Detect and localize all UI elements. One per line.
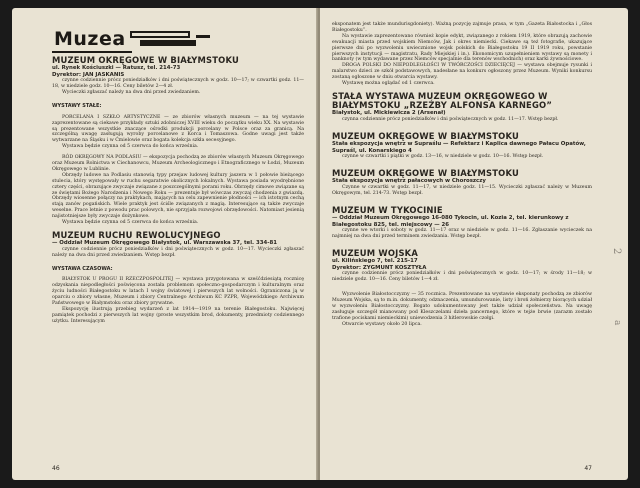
opening-hours: czynne codziennie prócz poniedziałków i dni poświątecznych w godz. 10—17; w środy 11—18; w niedziele godz. 10—16. Ceny biletów 1—4 zł. [332,271,592,283]
museum-address: — Oddział Muzeum Okręgowego Białystok, ul. Warszawska 37, tel. 334-81 [52,240,277,247]
opening-hours: czynne codziennie prócz poniedziałków i dni poświątecznych w godz. 10—17. Wycieczki zgłaszać należy na dwa dni przed zwiedzaniem. Wstęp bezpł. [52,246,304,258]
exhibition-text: RÓD OKRĘGOWY NA PODLASIU — ekspozycja pochodzą ze zbiorów własnych Muzeum Okręgowego oraz Muzeum Rolnictwa w Ciechanowcu, Muzeum Archeologicznego i Etnograficznego w Łodzi, Muzeum Okręgowego w Lublinie. [52,155,304,172]
museum-address: ul. Rynek Kościuszki — Ratusz, tel. 214-73 [52,65,181,72]
opening-hours: czynna codziennie prócz poniedziałków i dni poświątecznych w godz. 11—17. Wstęp bezpł. [342,116,559,122]
page-number: 47 [584,465,592,472]
museum-address: Białystok, ul. Mickiewicza 2 (Arsenał) [332,110,446,117]
muzea-logo [52,28,126,50]
exhibition-text: BIAŁYSTOK U PROGU II RZECZPOSPOLITEJ — wystawa przygotowana w sześćdziesiątą rocznicę odzyskania niepodległości poświęcona została problemom społeczno-gospodarczym i kulturalnym oraz życiu ludności Białegostoku w latach I wojny światowej i pierwszych lat wolności. Ograniczona ją w oparciu o zbiory własne, Muzeum i zbiory Centralnego Archiwum KC PZPR, Wojewódzkiego Archiwum Państwowego w Białymstoku oraz zbiory prywatne. [52,277,304,306]
museum-address: Supraśl, ul. Konarskiego 4 [332,147,412,154]
left-column [52,28,304,460]
right-page [320,8,628,480]
logo-frame [130,31,190,38]
museum-title: MUZEUM WOJSKA [332,247,419,258]
museum-title: MUZEUM OKRĘGOWE W BIAŁYMSTOKU [52,55,240,65]
exhibition-open: Otwarcie wystawy około 20 lipca. [342,321,422,327]
group-info: Wycieczki zgłaszać należy na dwa dni przed zwiedzaniem. [62,90,201,96]
logo-bar-tick [196,35,210,38]
logo-graphic [130,30,220,48]
continued-text: eksponatem jest także mundurisgdoniety). Ważną pozycję zajmuje prasa, w tym „Gazeta Białostocka i „Głos Białegostoku”. [332,22,592,33]
museum-title: STAŁA WYSTAWA MUZEUM OKRĘGOWEGO W BIAŁYMSTOKU „RZEŹBY ALFONSA KARNEGO” [332,90,553,111]
museum-title: MUZEUM OKRĘGOWE W BIAŁYMSTOKU [332,168,520,179]
opening-hours: czynne we wtorki i soboty w godz. 11—17 oraz w niedziele w godz. 11—16. Zgłaszanie wycieczek na najmniej na dwa dni przed terminem zwiedzania. Wstęp bezpł. [332,228,592,240]
section-header [52,28,304,50]
exhibition-text: Obrzędy ludowe na Podlasiu stanowią typy przejaw ludowej kultury jaszera w 1 połowie bieżącego stulecia, który występowały w ruchu segaratwie okolicznych lokalnych. Wystawa posiada wyodrębnione cztery części, obrazujące zwyczaje związane z poszczególnymi porami roku. Obrzędy cimowe związane są ze świętami Bożego Narodzenia i Nowego Roku — prezentuje był wówczas zwyczaj chodzenia z gwiazdą. Obrzędy wiosenne połączy na praktykach, mających na celu zapewnienie płodności — ich istotnym cechą stają zanów pogańskich. Wiele praktyk jest ściśle związanych z magią. Interesujące są także zwyczaje weselne. Prace letnie z powodu prac polowych, nie sprzyjała rozwojowi obrzędowości. Natomiast jesienią najistotniejsze były zwyczaje dożynkowe. [52,172,304,220]
museum-director: Dyrektor: ZYGMUNT KOSZTYŁA [332,264,427,271]
museum-address: ul. Kilińskiego 7, tel. 215-17 [332,258,418,265]
exhibition-open: Wystawa będzie czynna od 5 czerwca do końca września. [62,220,199,226]
opening-hours: czynne w czwartki i piątki w godz. 13—16, w niedziele w godz. 10—16. Wstęp bezpł. [342,154,544,160]
museum-title: MUZEUM RUCHU REWOLUCYJNEGO [52,230,221,241]
exhibition-text: Wyzwolenie Białostocczyzny — 35 rocznica. Prezentowane na wystawie eksponaty pochodzą ze zbiorów Muzeum Wojska, są to m.in. dokumenty, odznaczenia, umundurowanie, listy i broń żołnierzy biorących udział w wyzwoleniu Białostocczyzny. Bogato udokumentowany jest także udział społeczeństwa. Na uwagę zasługuje szczegół mianowany pod Kleszczelami dzieła pancernego, które w tejże brwie (zarazm zostało trafione pociskami niemieckimi) uniewodzenia 3 hitlerowskie czołgi. [332,292,592,321]
exhibition-text: PORCELANA I SZKŁO ARTYSTYCZNE — ze zbiorów własnych muzeum — na tej wystawie zaprezentowane są ciekawe przykłady sztuki zdobniczej XVIII wieku do początku wieku XX. Na wystawie są prezentowane wszystkie znaczące ośrodki produkcji porcelany w Polsce oraz za granicą. Na szczególną uwagę zasługują wyroby porcelanowe z Korca i Tomaszowa. Godne uwagi jest także wytwarzane na Śląsku i w Ćmielowie oraz bogata kolekcja szkła secesyjnego. [52,114,304,144]
handwritten-note: a [612,320,622,326]
opening-hours: Czynne w czwartki w godz. 11—17, w niedziele godz. 11—15. Wycieczki zgłaszać należy w Muzeum Okręgowym, tel. 214-73. Wstęp bezpł. [332,184,592,196]
museum-address: — Oddział Muzeum Okręgowego 16-080 Tykocin, ul. Kozia 2, tel. kierunkowy z Białegostoku 825, tel. miejscowy — 26 [332,214,569,228]
museum-title: MUZEUM OKRĘGOWE W BIAŁYMSTOKU [332,130,520,141]
left-page [12,8,318,480]
museum-subtitle: Stała ekspozycja wnętrz pałacowych w Choroszczy [332,178,486,185]
continued-text: Wystawę można oglądać od 1 czerwca. [342,81,435,87]
museum-director: Dyrektor: JAN JASKANIS [52,71,125,78]
museum-subtitle: Stała ekspozycja wnętrz w Supraślu — Refektarz i Kaplica dawnego Pałacu Opatów, [332,141,586,148]
right-column [332,22,592,460]
handwritten-note: 2 [611,248,622,255]
exhibition-text: Ekspozycję ilustrują przebieg wydarzeń z lat 1914—1919 na terenie Białegostoku. Najwięcej pamiątek pochodzi z pierwszych lat wojny (proste wszystkim brod, dokumenty, przedmioty codziennego użytku. Interesującym [52,306,304,324]
logo-underline [52,51,132,53]
opening-hours: czynne codziennie prócz poniedziałków i dni poświątecznych w godz. 10—17; w czwartki godz. 11—18, w niedziele godz. 10—16. Ceny biletów 2—4 zł. [52,78,304,90]
logo-text: Muzea [54,28,126,50]
page-number: 46 [52,465,60,472]
continued-text: Na wystawie zaprezentowano również kopie edykt, związanego z rokiem 1919, które obrazują zachowie ewakuacji miasta przed wojskiem Niemców, Jak i okres niemiecki. Ciekawe są też fotografie, ukazujące pierwsze dni po wyzwoleniu uwiecznione wojsk polskich do Białegostoku 19 II 1919 roku, powstanie pierwszych instytucji — magistratu, Rady Miejskiej i in.). Ekonomicym uzupełnieniem wystawy są monety i banknoty (w tym wydawane przez Niemców specjalnie dla terenów wschodnich) oraz karki żywnościowe. [332,33,592,63]
section-label: WYSTAWA CZASOWA: [52,265,113,272]
logo-bar-fill [140,40,196,46]
exhibition-open: Wystawa będzie czynna od 5 czerwca do końca września. [62,144,199,150]
museum-title: MUZEUM W TYKOCINIE [332,204,443,215]
continued-text: DROGA POLSKI DO NIEPODLEGŁOŚCI W TWÓRCZOŚCI DZIECIĘCEJ — wystawa obejmuje rysunki i malarstwo dzieci ze szkół podstawowych, nadesłane na konkurs ogłoszony przez Muzeum. Wyniki konkursu zostaną ogłoszone w dniu otwarcia wystawy. [332,63,592,81]
section-label: WYSTAWY STAŁE: [52,103,102,110]
